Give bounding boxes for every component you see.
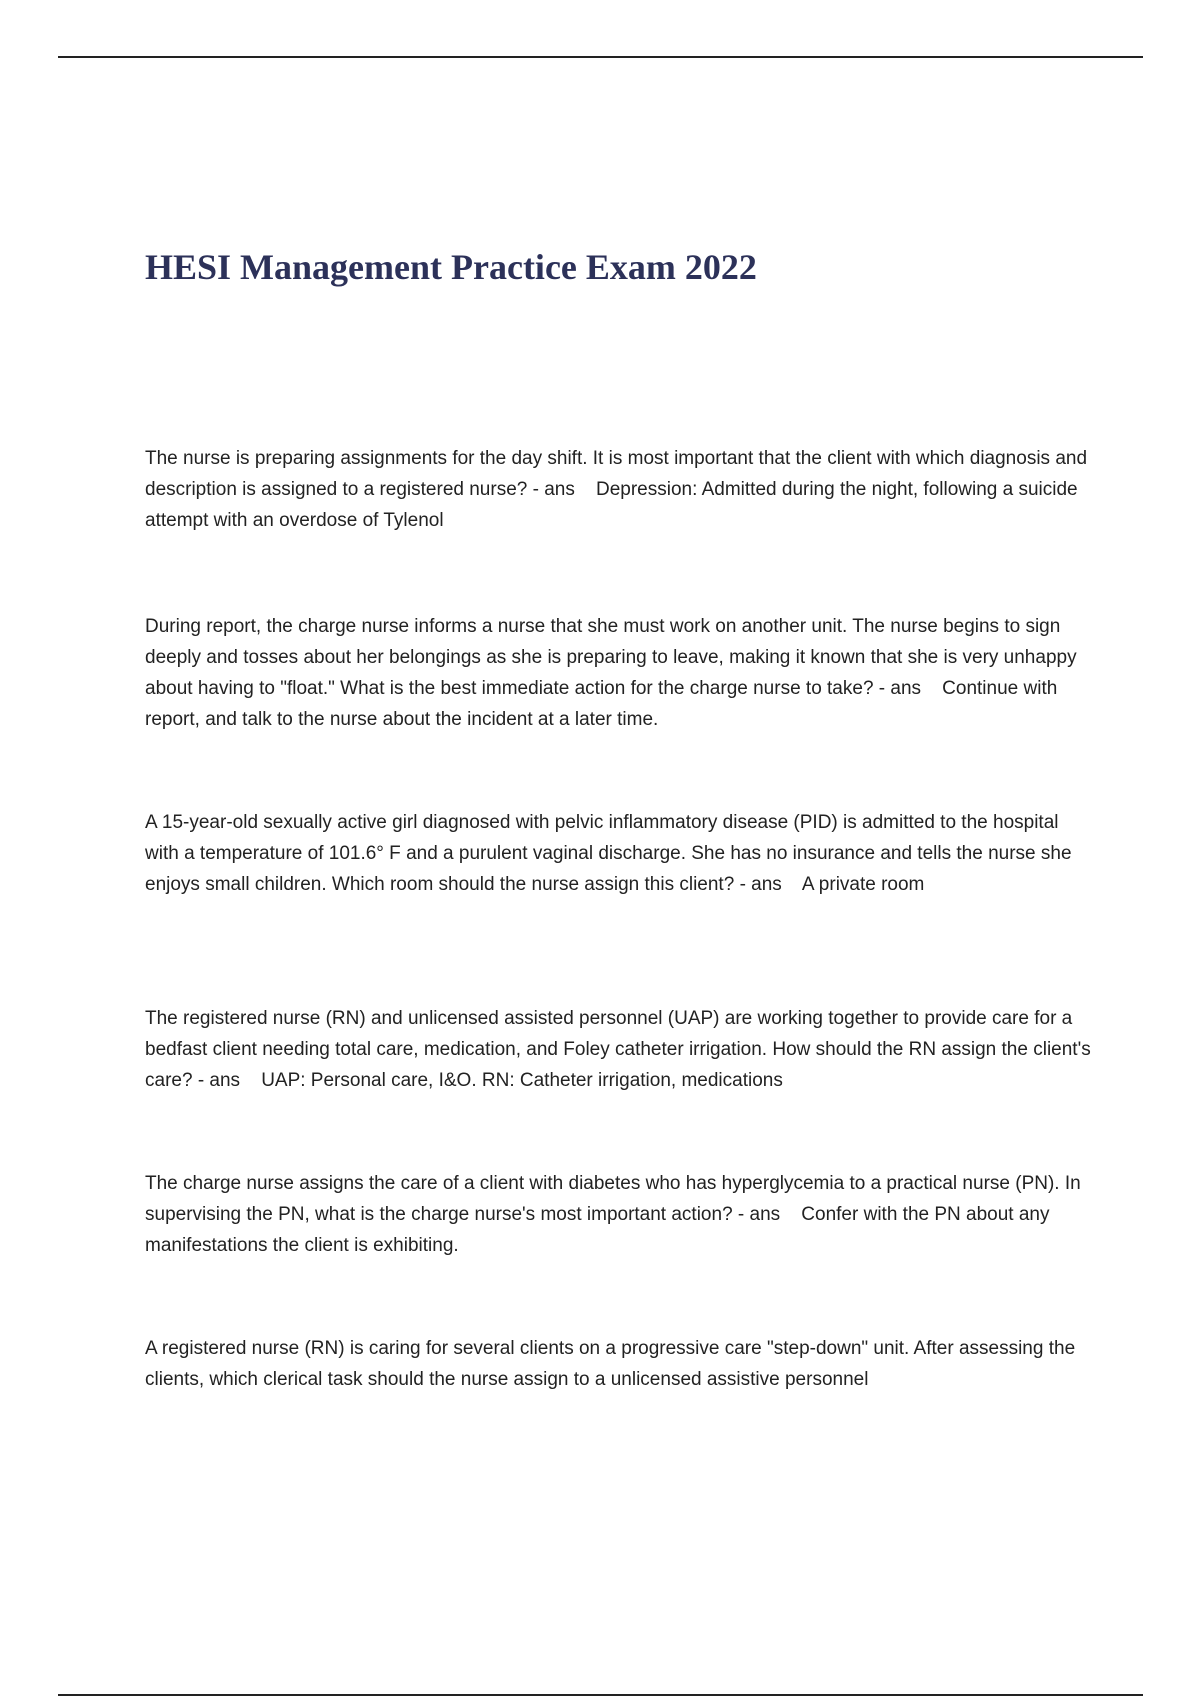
- question-text: The registered nurse (RN) and unlicensed assisted personnel (UAP) are working together to provide care for a bedfast client needing total care, medication, and Foley catheter irrigation. How should the RN assign the client's care?: [145, 1008, 1091, 1091]
- question-text: The charge nurse assigns the care of a client with diabetes who has hyperglycemia to a practical nurse (PN). In supervising the PN, what is the charge nurse's most important action?: [145, 1173, 1081, 1225]
- document-title: HESI Management Practice Exam 2022: [145, 247, 757, 287]
- qa-item: [145, 807, 1095, 900]
- answer-text: Confer with the PN about any manifestations the client is exhibiting.: [145, 1204, 1050, 1256]
- answer-marker: - ans: [532, 479, 575, 500]
- answer-text: A private room: [801, 874, 925, 895]
- question-text: A registered nurse (RN) is caring for several clients on a progressive care "step-down" unit. After assessing the clients, which clerical task should the nurse assign to a unlicensed assistive personnel: [145, 1338, 1076, 1390]
- header-rule: [58, 56, 1143, 58]
- qa-item: [145, 1168, 1095, 1261]
- answer-text: Continue with report, and talk to the nurse about the incident at a later time.: [145, 678, 1058, 730]
- answer-text: UAP: Personal care, I&O. RN: Catheter irrigation, medications: [261, 1070, 783, 1091]
- question-text: The nurse is preparing assignments for the day shift. It is most important that the client with which diagnosis and description is assigned to a registered nurse?: [145, 448, 1088, 500]
- footer-rule: [58, 1694, 1143, 1696]
- question-text: During report, the charge nurse informs a nurse that she must work on another unit. The nurse begins to sign deeply and tosses about her belongings as she is preparing to leave, making it known that she is very unhappy about having to "float." What is the best immediate action for the charge nurse to take?: [145, 616, 1077, 699]
- qa-item: [145, 443, 1095, 536]
- qa-item: [145, 611, 1095, 735]
- answer-marker: - ans: [197, 1070, 241, 1091]
- qa-item: [145, 1003, 1095, 1096]
- answer-marker: - ans: [737, 1204, 781, 1225]
- answer-text: Depression: Admitted during the night, following a suicide attempt with an overdose of Tylenol: [145, 479, 1078, 531]
- qa-item: [145, 1333, 1095, 1395]
- question-text: A 15-year-old sexually active girl diagnosed with pelvic inflammatory disease (PID) is admitted to the hospital with a temperature of 101.6° F and a purulent vaginal discharge. She has no insurance and tells the nurse she enjoys small children. Which room should the nurse assign this client?: [145, 812, 1072, 895]
- answer-marker: - ans: [878, 678, 922, 699]
- answer-marker: - ans: [739, 874, 782, 895]
